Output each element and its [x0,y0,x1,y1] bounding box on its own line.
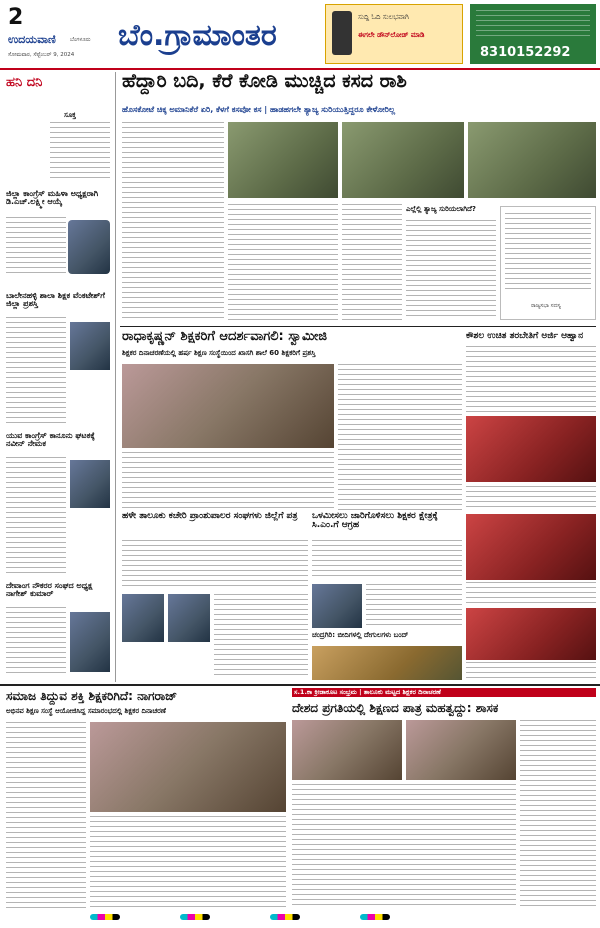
registration-dot [180,914,210,920]
story3-body [6,457,66,577]
page-number: 2 [8,5,24,30]
classified-ad [470,4,596,64]
story4-body [6,607,66,677]
registration-dot [360,914,390,920]
story2-body [6,317,66,427]
date-line: ಸೋಮವಾರ, ಸೆಪ್ಟೆಂಬರ್ 9, 2024 [8,52,75,58]
lead-quote-box [500,206,596,320]
ad-body [476,10,590,40]
bottom-left-body-2 [90,816,286,908]
story4-headline: ದೇವಾಂಗ ನೌಕರರ ಸಂಘದ ಅಧ್ಯಕ್ಷ ನಾಗೇಶ್ ಕುಮಾರ್ [6,581,93,599]
lead-subhead: ಹೊಸಕೋಟೆ ಚಿಕ್ಕ ಅಮಾನಿಕೆರೆ ಏರಿ, ಕೆಳಗೆ ಕಸವೋ ಕಸ | ಹಾಡಹಗಲೇ ತ್ಯಾಜ್ಯ ಸುರಿಯುತ್ತಿದ್ದರೂ ಕೇಳೋರಿಲ್ಲ [122,105,396,114]
ad-text-2: ಈಗಲೇ ಡೌನ್‌ಲೋಡ್ ಮಾಡಿ [358,31,425,39]
story1-body [6,217,66,277]
registration-dot [90,914,120,920]
bottom-right-kicker: ಸ.1.ಕಾ ಕ್ರೀಡಾಕೂಟ ಸಂಭ್ರಮ | ತಾಲೂಕು ಮಟ್ಟದ ಶಿಕ್ಷಕರ ದಿನಾಚರಣೆ [292,688,596,697]
quote-body [50,122,110,182]
story1-photo [68,220,110,274]
right-photo-3 [466,608,596,660]
bottom-left-body-1 [6,722,86,908]
sidebar-brand: ಹನಿ ದನಿ [6,75,43,90]
edition-label: ಬೆಂಗಳೂರು [70,37,91,43]
masthead [0,0,600,70]
mid-center-headline: ಒಳಮೀಸಲು ಜಾರಿಗೊಳಿಸಲು ಶಿಕ್ಷಕರ ಕ್ಷೇತ್ರಕ್ಕೆ ಸಿ.ಎಂ.ಗೆ ಆಗ್ರಹ [312,511,438,531]
section-rule [120,326,596,327]
bottom-left-subhead: ಅಭಿನವ ಶಿಕ್ಷಣ ಸಂಸ್ಥೆ ಆಯೋಜಿಸಿದ್ದ ಸಮಾರಂಭದಲ್ಲಿ ಶಿಕ್ಷಕರ ದಿನಾಚರಣೆ [6,707,166,715]
lead-box-body [406,220,496,320]
second-photo [122,364,334,448]
bottom-rule [0,684,600,686]
right-caption-3 [466,662,596,680]
bottom-left-photo [90,722,286,812]
mid-left-photo-1 [122,594,164,642]
ad-text-1: ಸುದ್ದಿ ಓದಿ ಸುಲಭವಾಗಿ [358,13,409,21]
sidebar [0,72,116,682]
right-photo-1 [466,416,596,482]
quote-author: ರಾಜ್ಯಸಭಾ ಸದಸ್ಯ [531,303,561,309]
temple-photo [312,646,462,680]
story3-photo [70,460,110,508]
print-marks [90,914,510,922]
right-caption-2 [466,582,596,604]
lead-body-col2 [228,204,338,322]
mid-left-headline: ಹಳೇ ತಾಲೂಕು ಕಚೇರಿ ಪ್ರಾಂಶುಪಾಲರ ಸಂಘಗಳು ಜಿಲ್ಲೆಗೆ ಪತ್ರ [122,511,298,521]
story1-headline: ಜಿಲ್ಲಾ ಕಾಂಗ್ರೆಸ್ ಮಹಿಳಾ ಅಧ್ಯಕ್ಷರಾಗಿ ಡಿ.ಎಚ್.ಲಕ್ಷ್ಮೀ ಆಯ್ಕೆ [6,189,99,207]
bottom-right-body-2 [520,720,596,908]
mid-center-body [312,540,462,580]
bottom-right-headline: ದೇಶದ ಪ್ರಗತಿಯಲ್ಲಿ ಶಿಕ್ಷಣದ ಪಾತ್ರ ಮಹತ್ವದ್ದು: ಶಾಸಕ [292,701,499,715]
quote-text [505,213,591,293]
lead-photo-2 [342,122,464,198]
bottom-right-body-1 [292,784,516,908]
second-body-left [122,452,334,510]
story2-headline: ಬಾಲೇನಹಳ್ಳಿ ಶಾಲಾ ಶಿಕ್ಷಕ ವೆಂಕಟೇಶ್‌ಗೆ ಜಿಲ್ಲಾ ಪ್ರಶಸ್ತಿ [6,291,105,309]
story4-photo [70,612,110,672]
ad-phone: 8310152292 [480,45,571,60]
mid-center-body-2 [366,584,462,628]
right-headline: ಕೌಶಲ ಉಚಿತ ತರಬೇತಿಗೆ ಅರ್ಜಿ ಆಹ್ವಾನ [466,331,584,341]
second-subhead: ಶಿಕ್ಷಕರ ದಿನಾಚರಣೆಯಲ್ಲಿ ಹರ್ಷ ಶಿಕ್ಷಣ ಸಂಸ್ಥೆಯಿಂದ ಖಾಸಗಿ ಶಾಲೆ 60 ಶಿಕ್ಷಕರಿಗೆ ಪ್ರಶಸ್ತಿ [122,349,316,357]
right-caption-1 [466,486,596,510]
lead-body-col1 [122,122,224,322]
lead-body-col3 [342,204,402,322]
lead-photo-1 [228,122,338,198]
lead-photo-3 [468,122,596,198]
bottom-right-photo-2 [406,720,516,780]
right-body [466,346,596,412]
section-title: ಬೆಂ.ಗ್ರಾಮಾಂತರ [118,18,277,53]
story3-headline: ಯುವ ಕಾಂಗ್ರೆಸ್ ಕಾನೂನು ಘಟಕಕ್ಕೆ ನವೀನ್ ನೇಮಕ [6,431,95,449]
second-body-right [338,364,462,510]
app-ad [325,4,463,64]
bottom-right-photo-1 [292,720,402,780]
mid-left-body [122,540,308,588]
mid-left-photo-2 [168,594,210,642]
lead-box-headline: ಎಲ್ಲೆಲ್ಲಿ ತ್ಯಾಜ್ಯ ಸುರಿಯಲಾಗಿದೆ? [406,205,476,213]
quote-title: ಸೂಕ್ತ [64,111,76,119]
story2-photo [70,322,110,370]
right-photo-2 [466,514,596,580]
paper-name: ಉದಯವಾಣಿ [8,33,56,46]
registration-dot [270,914,300,920]
mid-left-list [214,594,308,678]
phone-icon [332,11,352,55]
mid-center-caption: ಚಂದ್ರಗಿರಿ: ಬೀದಿಗಳಲ್ಲಿ ದೇಗುಲಗಳು ಬಂದ್ [312,631,409,639]
lead-headline: ಹೆದ್ದಾರಿ ಬದಿ, ಕೆರೆ ಕೋಡಿ ಮುಚ್ಚಿದ ಕಸದ ರಾಶಿ [122,70,407,92]
second-headline: ರಾಧಾಕೃಷ್ಣನ್ ಶಿಕ್ಷಕರಿಗೆ ಆದರ್ಶವಾಗಲಿ: ಸ್ವಾಮೀಜಿ [122,329,327,344]
bottom-left-headline: ಸಮಾಜ ತಿದ್ದುವ ಶಕ್ತಿ ಶಿಕ್ಷಕರಿಗಿದೆ: ನಾಗರಾಜ್ [6,689,178,703]
mid-center-photo [312,584,362,628]
